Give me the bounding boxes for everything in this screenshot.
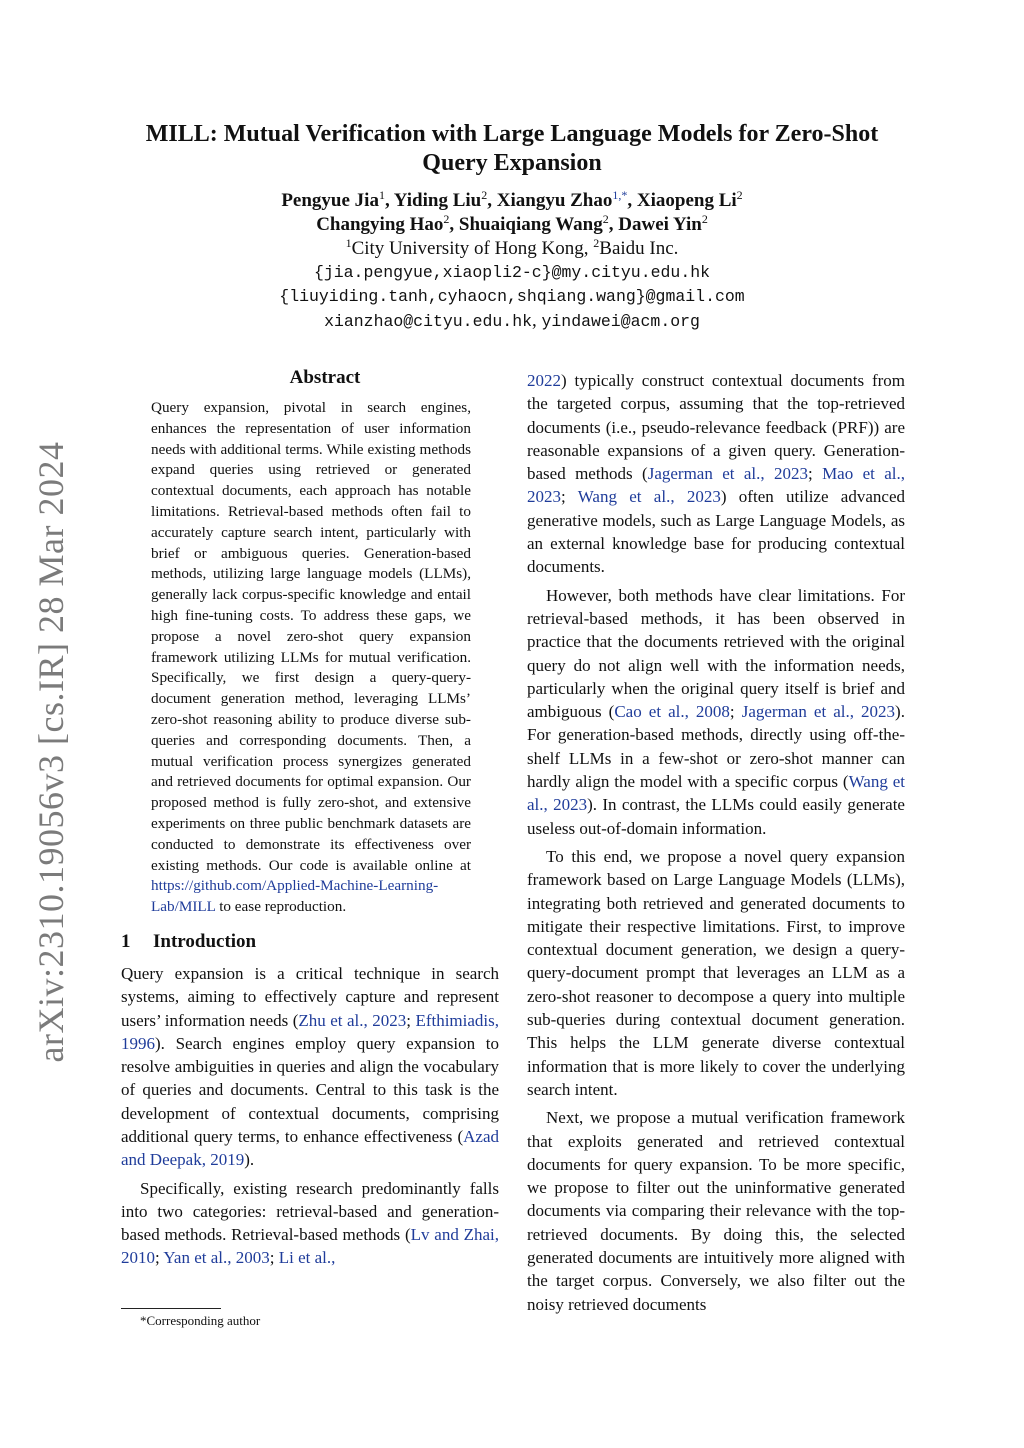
citation-link[interactable]: Jagerman et al., 2023 bbox=[647, 464, 808, 484]
affiliations bbox=[120, 237, 904, 261]
right-paragraph-3 bbox=[527, 845, 905, 1101]
citation-link[interactable]: Yan et al., 2003 bbox=[163, 1248, 270, 1268]
abstract-text bbox=[151, 398, 471, 918]
citation-link[interactable]: Azad and Deepak, 2019 bbox=[121, 1127, 499, 1170]
paragraph-text: Query expansion is a critical technique in search systems, aiming to effectively capture and represent users’ information needs ( bbox=[121, 963, 499, 1030]
affil-1: City University of Hong Kong, bbox=[351, 238, 594, 259]
email-line-2: {liuyiding.tanh,cyhaocn,shqiang.wang}@gmail.com bbox=[279, 287, 745, 306]
author-affil[interactable]: 1,* bbox=[612, 188, 628, 202]
email: xianzhao@cityu.edu.hk bbox=[324, 312, 532, 331]
abstract-tail: to ease reproduction. bbox=[215, 898, 347, 916]
author-name: Xiangyu Zhao bbox=[496, 190, 613, 211]
footnote-rule bbox=[121, 1308, 221, 1309]
email-separator: , bbox=[532, 310, 542, 331]
paragraph-text: ). In contrast, the LLMs could easily generate useless out-of-domain information. bbox=[527, 795, 905, 838]
paragraph-text: ). For generation-based methods, directly using off-the-shelf LLMs in a few-shot or zero-shot manner can hardly align the model with a specific corpus ( bbox=[527, 702, 905, 792]
author-name: Changying Hao bbox=[316, 214, 444, 235]
email-line-3 bbox=[120, 309, 904, 334]
section-heading bbox=[121, 930, 499, 954]
abstract-body: Query expansion, pivotal in search engines, enhances the representation of user information needs with additional terms. While existing methods expand queries using retrieved or generated contextual documents, each approach has notable limitations. Retrieval-based methods often fail to accurately capture search intent, particularly with brief or ambiguous queries. Generation-based methods, utilizing large language models (LLMs), generally lack corpus-specific knowledge and entail high fine-tuning costs. To address these gaps, we propose a novel zero-shot query expansion framework utilizing LLMs for mutual verification. Specifically, we first design a query-query-document generation method, leveraging LLMs’ zero-shot reasoning ability to produce diverse sub-queries and corresponding documents. Then, a mutual verification process synergizes generated and retrieved documents for optimal expansion. Our proposed method is fully zero-shot, and extensive experiments on three public benchmark datasets are conducted to demonstrate its effectiveness over existing methods. Our code is available online at bbox=[151, 399, 471, 874]
paragraph-text: ; bbox=[155, 1248, 164, 1268]
citation-link[interactable]: Efthimiadis, 1996 bbox=[121, 1010, 500, 1053]
paragraph-text: ). bbox=[244, 1150, 255, 1170]
right-column bbox=[527, 369, 905, 1316]
code-link[interactable]: https://github.com/Applied-Machine-Learning-Lab/MILL bbox=[151, 877, 439, 916]
affil-mark: 1 bbox=[345, 236, 352, 250]
right-paragraph-4 bbox=[527, 1106, 905, 1316]
paragraph-text: ) typically construct contextual documents from the targeted corpus, assuming that the top-retrieved documents (i.e., pseudo-relevance feedback (PRF)) are reasonable expansions of a given query. Generation-based methods ( bbox=[527, 371, 905, 484]
author-affil: 2 bbox=[602, 212, 609, 226]
citation-link[interactable]: Zhu et al., 2023 bbox=[298, 1010, 407, 1030]
arxiv-identifier: arXiv:2310.19056v3 [cs.IR] 28 Mar 2024 bbox=[31, 441, 71, 1063]
abstract-heading: Abstract bbox=[289, 367, 361, 388]
author-name: Shuaiqiang Wang bbox=[458, 214, 603, 235]
author-affil: 2 bbox=[701, 212, 708, 226]
intro-paragraph-1 bbox=[121, 962, 499, 1172]
left-column bbox=[121, 366, 499, 1270]
citation-link[interactable]: Li et al., bbox=[278, 1248, 336, 1268]
affil-mark: 2 bbox=[593, 236, 600, 250]
paragraph-text: ; bbox=[807, 464, 823, 484]
author-affil: 1 bbox=[378, 188, 385, 202]
footnote: *Corresponding author bbox=[140, 1313, 261, 1328]
paragraph-text: To this end, we propose a novel query expansion framework based on Large Language Models (LLMs), integrating both retrieved and generated documents to mitigate their respective limitations. First, to improve contextual document generation, we design a query-query-document prompt that leverages an LLM as a zero-shot reasoner to decompose a query into multiple sub-queries during contextual document generation. This helps the LLM generate diverse contextual information that is more likely to cover the underlying search intent. bbox=[527, 846, 905, 1099]
citation-link[interactable]: 2022 bbox=[527, 371, 561, 390]
citation-link[interactable]: Cao et al., 2008 bbox=[614, 702, 730, 722]
citation-link[interactable]: Jagerman et al., 2023 bbox=[741, 702, 896, 722]
email: yindawei@acm.org bbox=[541, 312, 700, 331]
paragraph-text: Next, we propose a mutual verification framework that exploits generated and retrieved contextual documents for query expansion. To be more specific, we propose to filter out the uninformative generated documents via comparing their relevance with the top-retrieved documents. By doing this, the selected generated documents are intuitively more aligned with the target corpus. Conversely, we also filter out the noisy retrieved documents bbox=[527, 1108, 905, 1314]
author-line-1: Pengyue Jia$^1$, Yiding Liu$^2$, Xiangyu Zhao$^{1,*}$, Xiaopeng Li$^2$ bbox=[281, 188, 743, 211]
citation-link[interactable]: Mao et al., 2023 bbox=[527, 464, 905, 507]
author-name: Xiaopeng Li bbox=[636, 190, 737, 211]
right-paragraph-2 bbox=[527, 584, 905, 840]
author-line-2: Changying Hao$^2$, Shuaiqiang Wang$^2$, Dawei Yin$^2$ bbox=[316, 212, 708, 235]
author-affil: 2 bbox=[736, 188, 743, 202]
intro-paragraph-2 bbox=[121, 1177, 499, 1270]
author-name: Pengyue Jia bbox=[281, 190, 379, 211]
paragraph-text: However, both methods have clear limitations. For retrieval-based methods, it has been observed in practice that the documents retrieved with the original query do not align well with the information needs, particularly when the original query itself is brief and ambiguous ( bbox=[527, 585, 905, 722]
author-name: Yiding Liu bbox=[393, 190, 482, 211]
affil-2: Baidu Inc. bbox=[599, 238, 679, 259]
email-line-1: {jia.pengyue,xiaopli2-c}@my.cityu.edu.hk bbox=[313, 263, 711, 282]
right-paragraph-1 bbox=[527, 369, 905, 579]
paragraph-text: ). Search engines employ query expansion to resolve ambiguities in queries and align the vocabulary of queries and documents. Central to this task is the development of contextual documents, comprising additional query terms, to enhance effectiveness ( bbox=[121, 1033, 499, 1146]
author-affil: 2 bbox=[443, 212, 450, 226]
section-title: Introduction bbox=[153, 930, 257, 952]
paragraph-text: ; bbox=[269, 1248, 279, 1268]
citation-link[interactable]: Wang et al., 2023 bbox=[577, 487, 721, 507]
citation-link[interactable]: Lv and Zhai, 2010 bbox=[121, 1225, 499, 1268]
author-affil: 2 bbox=[481, 188, 488, 202]
paragraph-text: ; bbox=[561, 487, 578, 507]
paragraph-text: ) often utilize advanced generative models, such as Large Language Models, as an external knowledge base for producing contextual documents. bbox=[527, 487, 905, 577]
paper-title: MILL: Mutual Verification with Large Language Models for Zero-Shot Query Expansion bbox=[145, 121, 879, 176]
paragraph-text: Specifically, existing research predominantly falls into two categories: retrieval-based and generation-based methods. Retrieval-based methods ( bbox=[121, 1178, 499, 1245]
section-number: 1 bbox=[121, 930, 131, 952]
citation-link[interactable]: Wang et al., 2023 bbox=[527, 772, 906, 815]
paragraph-text: ; bbox=[729, 702, 742, 722]
author-block bbox=[120, 189, 904, 334]
paragraph-text: ; bbox=[406, 1010, 416, 1030]
author-name: Dawei Yin bbox=[618, 214, 702, 235]
